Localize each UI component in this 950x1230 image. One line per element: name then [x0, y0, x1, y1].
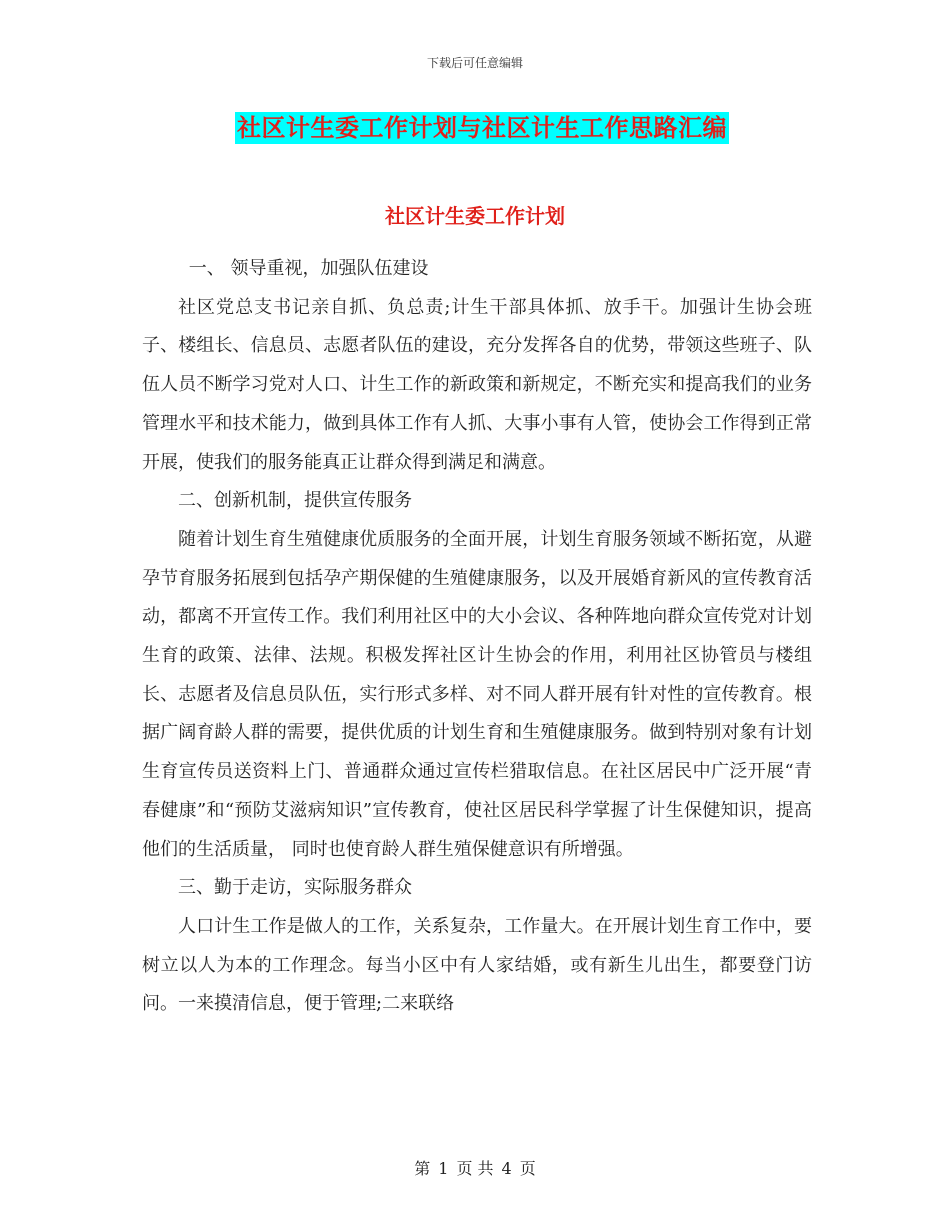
page-footer	[0, 1156, 950, 1179]
total-pages: 4	[501, 1159, 512, 1178]
section-heading-1: 一、 领导重视，加强队伍建设	[188, 258, 429, 279]
paragraph-3: 人口计生工作是做人的工作，关系复杂，工作量大。在开展计划生育工作中，要树立以人为本的工作理念。每当小区中有人家结婚，或有新生儿出生，都要登门访问。一来摸清信息，便于管理;二来联络	[142, 915, 812, 1015]
page-label-mid: 页 共	[456, 1159, 494, 1178]
paragraph-2: 随着计划生育生殖健康优质服务的全面开展，计划生育服务领域不断拓宽，从避孕节育服务拓展到包括孕产期保健的生殖健康服务，以及开展婚育新风的宣传教育活动，都离不开宣传工作。我们利用社区中的大小会议、各种阵地向群众宣传党对计划生育的政策、法律、法规。积极发挥社区计生协会的作用，利用社区协管员与楼组长、志愿者及信息员队伍，实行形式多样、对不同人群开展有针对性的宣传教育。根据广阔育龄人群的需要，提供优质的计划生育和生殖健康服务。做到特别对象有计划生育宣传员送资料上门、普通群众通过宣传栏猎取信息。在社区居民中广泛开展“青春健康”和“预防艾滋病知识”宣传教育，使社区居民科学掌握了计生保健知识，提高他们的生活质量， 同时也使育龄人群生殖保健意识有所增强。	[142, 528, 812, 860]
page-label-suffix: 页	[519, 1159, 536, 1178]
header-note: 下载后可任意编辑	[426, 56, 523, 70]
main-title: 社区计生委工作计划与社区计生工作思路汇编	[237, 113, 727, 142]
section-heading-2: 二、创新机制，提供宣传服务	[178, 490, 412, 512]
sub-title: 社区计生委工作计划	[385, 204, 565, 228]
page-label-prefix: 第	[414, 1159, 431, 1178]
paragraph-1: 社区党总支书记亲自抓、负总责;计生干部具体抓、放手干。加强计生协会班子、楼组长、信息员、志愿者队伍的建设，充分发挥各自的优势，带领这些班子、队伍人员不断学习党对人口、计生工作的新政策和新规定，不断充实和提高我们的业务管理水平和技术能力，做到具体工作有人抓、大事小事有人管，使协会工作得到正常开展，使我们的服务能真正让群众得到满足和满意。	[142, 296, 812, 473]
section-heading-3: 三、勤于走访，实际服务群众	[178, 877, 412, 899]
page-number: 1	[438, 1159, 449, 1178]
body-text	[142, 250, 812, 1024]
